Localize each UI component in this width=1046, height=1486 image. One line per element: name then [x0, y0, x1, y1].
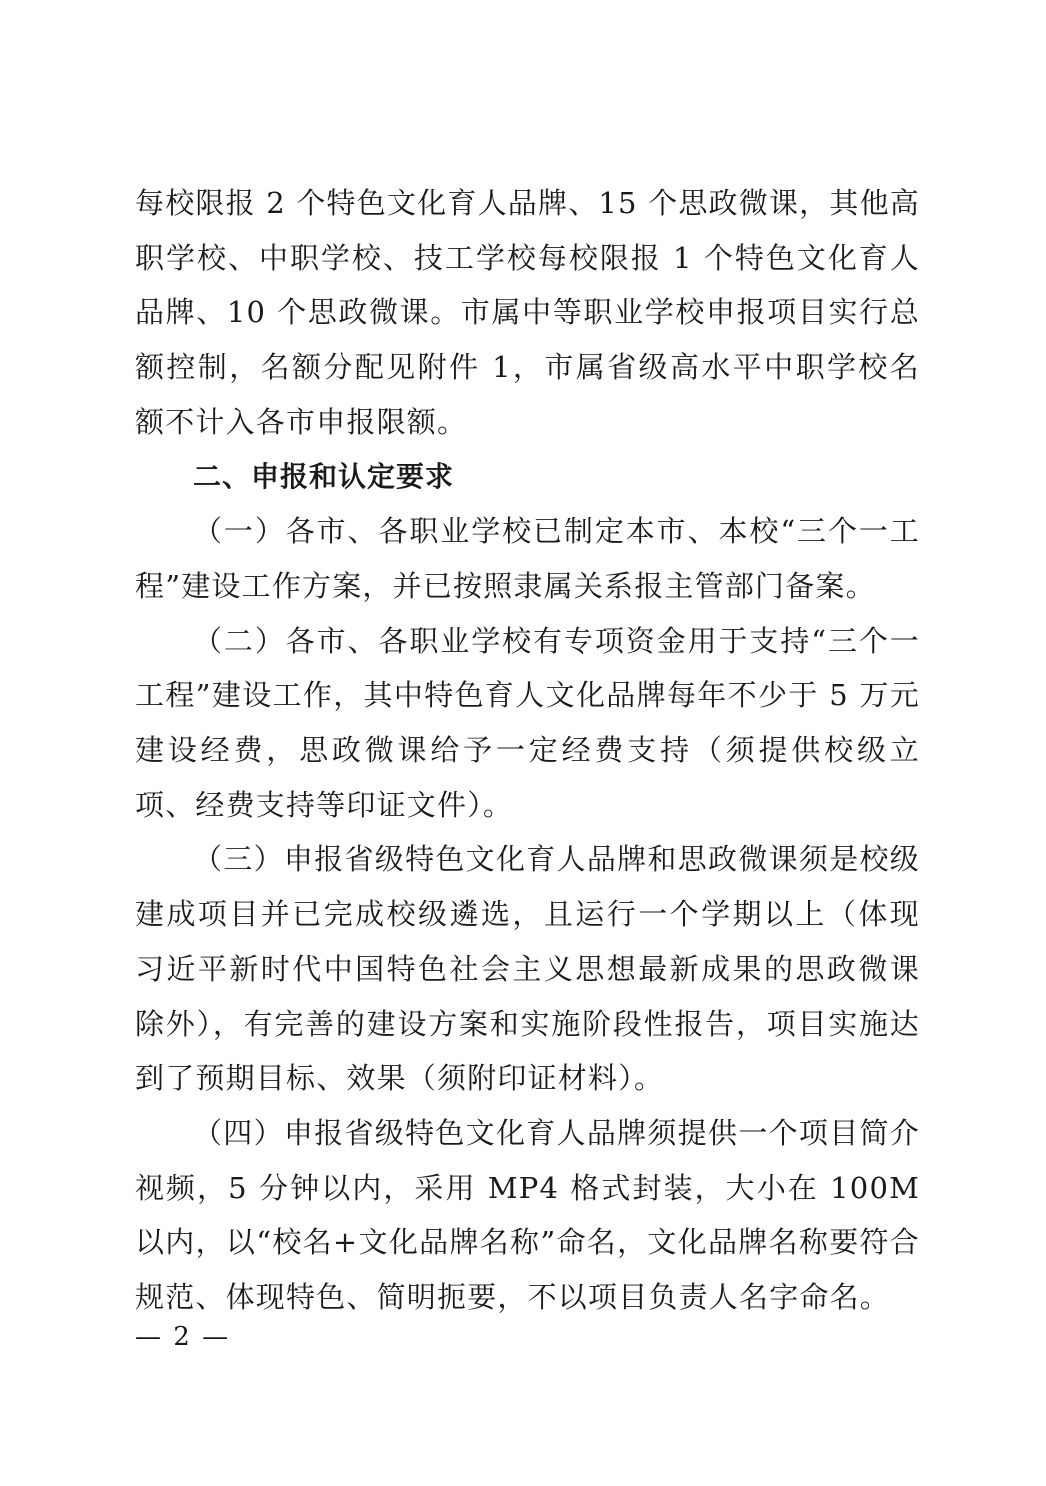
paragraph-requirement-1: （一）各市、各职业学校已制定本市、本校“三个一工程”建设工作方案，并已按照隶属关系报主管部门备案。 [135, 514, 920, 603]
paragraph-requirement-3: （三）申报省级特色文化育人品牌和思政微课须是校级建成项目并已完成校级遴选，且运行一个学期以上（体现习近平新时代中国特色社会主义思想最新成果的思政微课除外），有完善的建设方案和实施阶段性报告，项目实施达到了预期目标、效果（须附印证材料）。 [135, 842, 920, 1096]
paragraph-requirement-4: （四）申报省级特色文化育人品牌须提供一个项目简介视频，5 分钟以内，采用 MP4 格式封装，大小在 100M 以内，以“校名+文化品牌名称”命名，文化品牌名称要符合规范、体现特色、简明扼要，不以项目负责人名字命名。 [135, 1115, 920, 1315]
paragraph-requirement-2: （二）各市、各职业学校有专项资金用于支持“三个一工程”建设工作，其中特色育人文化品牌每年不少于 5 万元建设经费，思政微课给予一定经费支持（须提供校级立项、经费支持等印证文件）。 [135, 623, 920, 822]
section-heading-requirements: 二、申报和认定要求 [193, 459, 455, 493]
page-number: — 2 — [135, 1322, 231, 1352]
paragraph-quota: 每校限报 2 个特色文化育人品牌、15 个思政微课，其他高职学校、中职学校、技工学校每校限报 1 个特色文化育人品牌、10 个思政微课。市属中等职业学校申报项目实行总额控制，名额分配见附件 1，市属省级高水平中职学校名额不计入各市申报限额。 [135, 186, 920, 439]
document-body [135, 176, 920, 1325]
